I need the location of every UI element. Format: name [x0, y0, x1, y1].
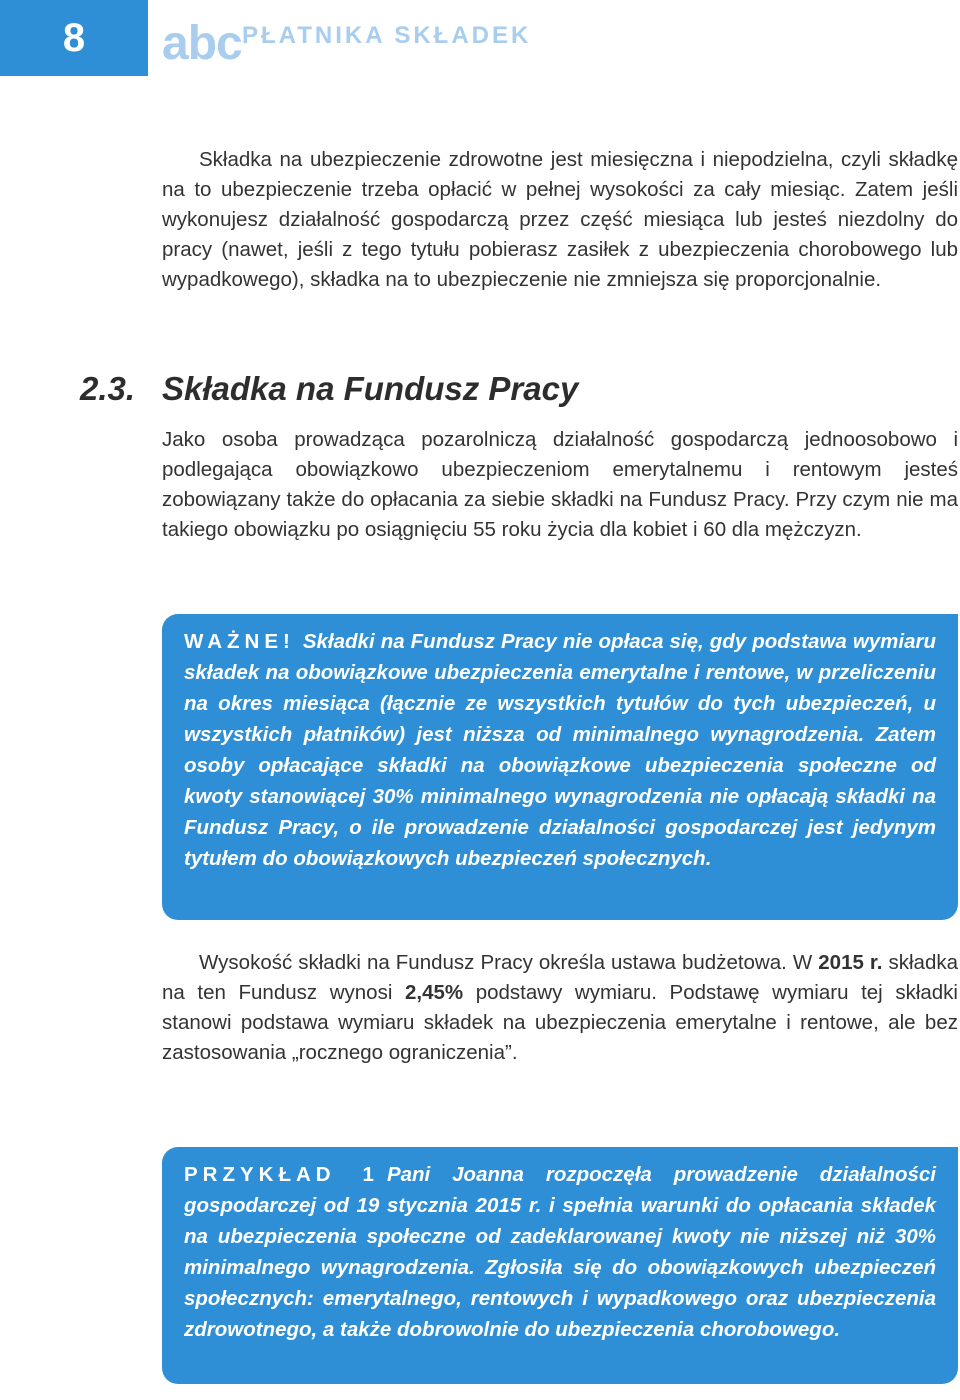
- section-number: 2.3.: [80, 370, 136, 407]
- example-box: [162, 1147, 958, 1384]
- rate-text-part-2: składka na ten Fundusz wynosi: [162, 951, 958, 1004]
- rate-value: 2,45%: [404, 981, 464, 1004]
- rate-text-part-3: podstawy wymiaru. Podstawę wymiaru tej składki stanowi podstawa wymiaru składek na ubezpieczenia emerytalne i rentowe, ale bez zastosowania „rocznego ograniczenia”.: [162, 981, 958, 1064]
- paragraph-health-contribution: Składka na ubezpieczenie zdrowotne jest miesięczna i niepodzielna, czyli składkę na to ubezpieczenie trzeba opłacić w pełnej wysokości za cały miesiąc. Zatem jeśli wykonujesz działalność gospodarczą przez część miesiąca lub jesteś niezdolny do pracy (nawet, jeśli z tego tytułu pobierasz zasiłek z ubezpieczenia chorobowego lub wypadkowego), składka na to ubezpieczenie nie zmniejsza się proporcjonalnie.: [162, 148, 958, 291]
- example-text: Pani Joanna rozpoczęła prowadzenie działalności gospodarczej od 19 stycznia 2015 r. i spełnia warunki do opłacania składek na ubezpieczenia społeczne od zadeklarowanej kwoty nie niższej niż 30% minimalnego wynagrodzenia. Zgłosiła się do obowiązkowych ubezpieczeń społecznych: emerytalnego, rentowych i wypadkowego oraz ubezpieczenia zdrowotnego, a także dobrowolnie do ubezpieczenia chorobowego.: [184, 1163, 936, 1341]
- page-number: 8: [0, 0, 148, 76]
- rate-year: 2015 r.: [818, 951, 883, 974]
- section-title: Składka na Fundusz Pracy: [162, 370, 579, 407]
- important-text: Składki na Fundusz Pracy nie opłaca się, gdy podstawa wymiaru składek na obowiązkowe ubezpieczenia emerytalne i rentowe, w przeliczeniu na okres miesiąca (łącznie ze wszystkich tytułów do tych ubezpieczeń, u wszystkich płatników) jest niższa od minimalnego wynagrodzenia. Zatem osoby opłacające składki na obowiązkowe ubezpieczenia społeczne od kwoty stanowiącej 30% minimalnego wynagrodzenia nie opłacają składki na Fundusz Pracy, o ile prowadzenie działalności gospodarczej jest jedynym tytułem do obowiązkowych ubezpieczeń społecznych.: [184, 630, 936, 870]
- example-label: PRZYKŁAD 1: [184, 1163, 379, 1186]
- important-label: WAŻNE!: [184, 630, 295, 653]
- rate-text-part-1: Wysokość składki na Fundusz Pracy określa ustawa budżetowa. W: [199, 951, 819, 974]
- header-title: PŁATNIKA SKŁADEK: [242, 22, 532, 49]
- paragraph-contribution-rate: [162, 948, 958, 1068]
- paragraph-fundusz-pracy: Jako osoba prowadząca pozarolniczą działalność gospodarczą jednoosobowo i podlegająca obowiązkowo ubezpieczeniom emerytalnemu i rentowym jesteś zobowiązany także do opłacania za siebie składki na Fundusz Pracy. Przy czym nie ma takiego obowiązku po osiągnięciu 55 roku życia dla kobiet i 60 dla mężczyzn.: [162, 428, 958, 541]
- abc-logo: abc: [162, 17, 242, 70]
- important-box: [162, 614, 958, 920]
